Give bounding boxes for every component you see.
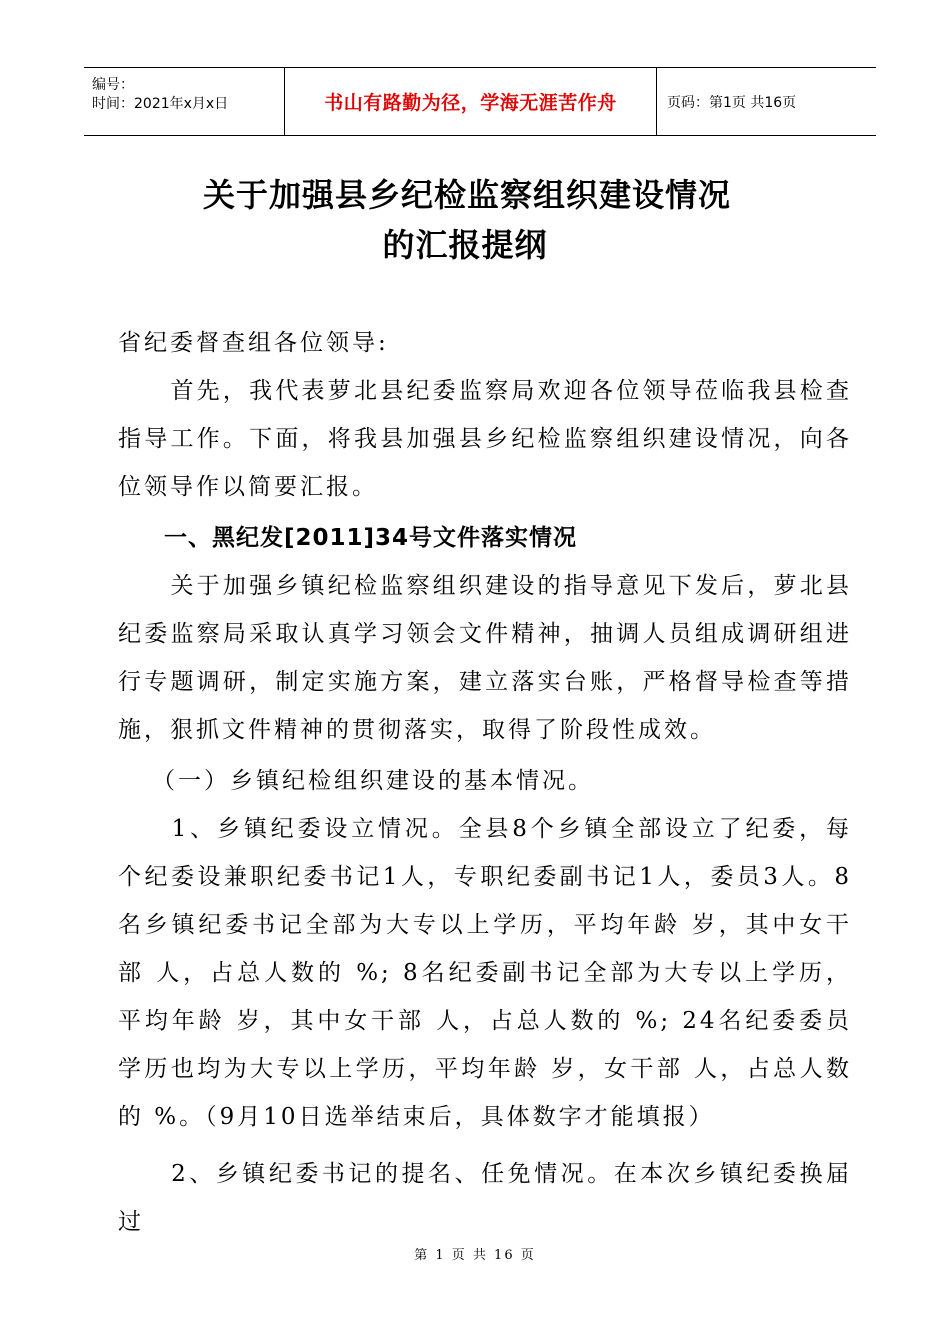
number-label: 编号：	[92, 77, 134, 93]
paragraph-township-committees: 1、乡镇纪委设立情况。全县8个乡镇全部设立了纪委，每个纪委设兼职纪委书记1人，专职纪委副书记1人，委员3人。8名乡镇纪委书记全部为大专以上学历，平均年龄 岁，其中女干部 人，占总人数的 %; 8名纪委副书记全部为大专以上学历，平均年龄 岁，其中女干部 人，占总人数的 %; 24名纪委委员学历也均为大专以上学历，平均年龄 岁，女干部 人，占总人数的 %。（9月10日选举结束后，具体数字才能填报）	[118, 816, 852, 1130]
paragraph-intro: 首先，我代表萝北县纪委监察局欢迎各位领导莅临我县检查指导工作。下面，将我县加强县乡纪检监察组织建设情况，向各位领导作以简要汇报。	[118, 378, 852, 500]
salutation: 省纪委督查组各位领导:	[118, 330, 389, 356]
time-label: 时间：2021年x月x日	[92, 96, 229, 112]
paragraph-implementation: 关于加强乡镇纪检监察组织建设的指导意见下发后，萝北县纪委监察局采取认真学习领会文件精神，抽调人员组成调研组进行专题调研，制定实施方案，建立落实台账，严格督导检查等措施，狠抓文件精神的贯彻落实，取得了阶段性成效。	[118, 573, 852, 743]
subsection-heading-1: （一）乡镇纪检组织建设的基本情况。	[152, 768, 594, 794]
header-page-info: 页码：第1页 共16页	[667, 94, 797, 111]
section-heading-1: 一、黑纪发[2011]34号文件落实情况	[164, 525, 578, 551]
paragraph-nomination: 2、乡镇纪委书记的提名、任免情况。在本次乡镇纪委换届过	[118, 1161, 852, 1235]
document-header	[84, 67, 876, 136]
page-footer: 第 1 页 共 16 页	[414, 1248, 536, 1263]
header-motto: 书山有路勤为径，学海无涯苦作舟	[285, 68, 657, 135]
document-title-line2: 的汇报提纲	[382, 226, 548, 264]
document-title-line1: 关于加强县乡纪检监察组织建设情况	[202, 176, 731, 214]
header-meta-cell	[84, 68, 285, 135]
